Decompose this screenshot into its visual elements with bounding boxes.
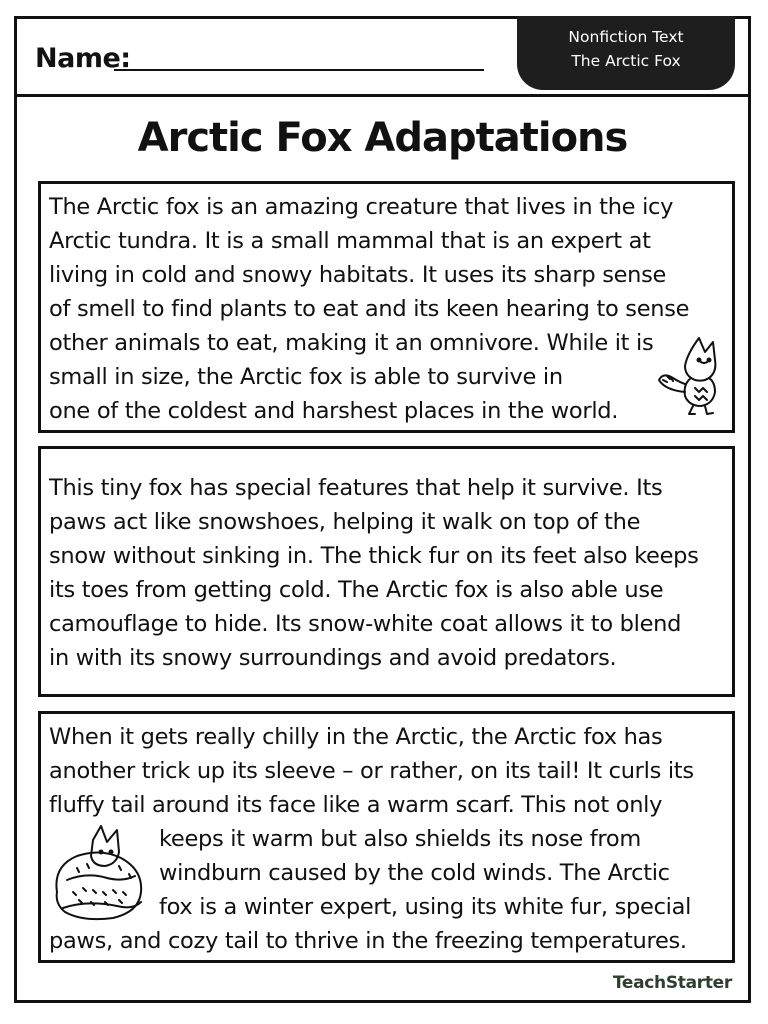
text-line: keeps it warm but also shields its nose from	[159, 826, 641, 852]
text-line: small in size, the Arctic fox is able to survive in	[49, 364, 563, 390]
worksheet-header	[17, 19, 748, 97]
text-line: other animals to eat, making it an omnivore. While it is	[49, 330, 654, 356]
teachstarter-logo: TeachStarter	[612, 973, 732, 993]
text-line: in with its snowy surroundings and avoid predators.	[49, 645, 617, 671]
text-type-tag	[517, 16, 735, 90]
page-title: Arctic Fox Adaptations	[137, 115, 628, 161]
text-line: When it gets really chilly in the Arctic, the Arctic fox has	[49, 724, 663, 750]
tag-topic: The Arctic Fox	[571, 52, 681, 70]
text-line: paws, and cozy tail to thrive in the freezing temperatures.	[49, 928, 687, 954]
fox-curled-icon	[47, 822, 153, 928]
text-line: one of the coldest and harshest places in the world.	[49, 398, 619, 424]
name-label: Name:	[35, 43, 131, 74]
passage-2-text	[49, 471, 699, 675]
text-line: of smell to find plants to eat and its keen hearing to sense	[49, 296, 690, 322]
text-line: This tiny fox has special features that help it survive. Its	[49, 475, 663, 501]
text-line: another trick up its sleeve – or rather, on its tail! It curls its	[49, 758, 694, 784]
text-line: fox is a winter expert, using its white fur, special	[159, 894, 692, 920]
name-input-line[interactable]	[114, 69, 484, 71]
passage-1-text	[49, 190, 689, 428]
text-line: living in cold and snowy habitats. It uses its sharp sense	[49, 262, 667, 288]
text-line: windburn caused by the cold winds. The Arctic	[159, 860, 670, 886]
worksheet-page	[14, 16, 751, 1003]
text-line: Arctic tundra. It is a small mammal that is an expert at	[49, 228, 651, 254]
text-line: camouflage to hide. Its snow-white coat allows it to blend	[49, 611, 682, 637]
passage-box-2	[38, 446, 735, 697]
tag-text-type: Nonfiction Text	[568, 28, 684, 46]
text-line: paws act like snowshoes, helping it walk on top of the	[49, 509, 641, 535]
passage-box-3	[38, 711, 735, 963]
text-line: snow without sinking in. The thick fur on its feet also keeps	[49, 543, 699, 569]
text-line: The Arctic fox is an amazing creature that lives in the icy	[49, 194, 674, 220]
fox-sitting-icon	[655, 332, 727, 418]
text-line: fluffy tail around its face like a warm scarf. This not only	[49, 792, 663, 818]
passage-box-1	[38, 181, 735, 433]
text-line: its toes from getting cold. The Arctic fox is also able use	[49, 577, 664, 603]
